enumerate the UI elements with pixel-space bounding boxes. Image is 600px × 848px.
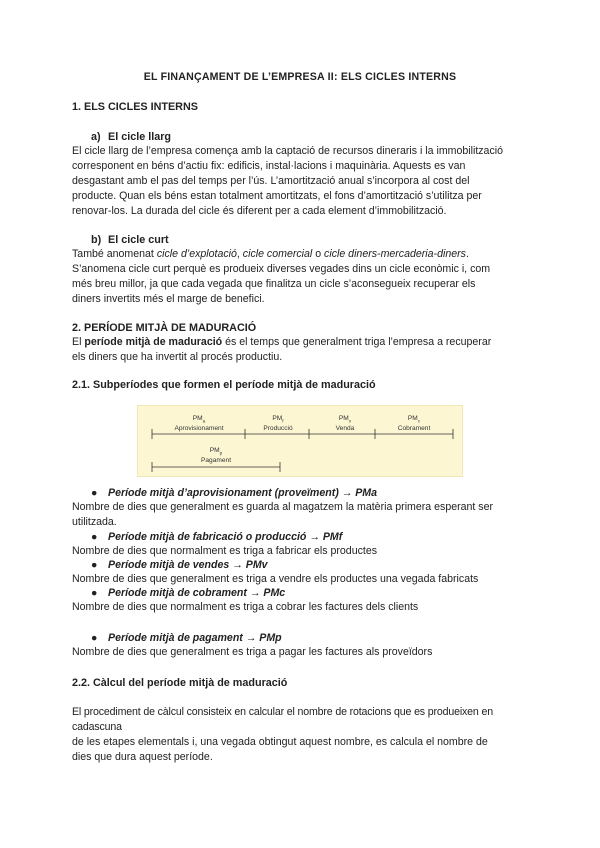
text-line: El cicle llarg de l’empresa comença amb la captació de recursos dineraris i la immobilització bbox=[72, 144, 503, 157]
pm-symbol: $PM_f$ bbox=[272, 415, 284, 424]
section-2-text bbox=[72, 335, 534, 365]
bullet-cobrament bbox=[91, 586, 285, 601]
section-2-2-heading: 2.2. Càlcul del període mitjà de maduració bbox=[72, 677, 288, 689]
section-1-heading: 1. ELS CICLES INTERNS bbox=[72, 101, 198, 113]
bullet-heading: Període mitjà de vendes → PMv bbox=[108, 559, 268, 571]
subsection-b-text bbox=[72, 247, 534, 307]
pm-symbol: $PM_c$ bbox=[407, 415, 421, 424]
section-2-1-heading: 2.1. Subperíodes que formen el període mitjà de maduració bbox=[72, 379, 376, 391]
text-line: Nombre de dies que generalment es triga a vendre els productes una vegada fabricats bbox=[72, 573, 479, 585]
label-text: Venda bbox=[335, 425, 355, 433]
bullet-description bbox=[72, 645, 534, 660]
subsection-b-marker: b) bbox=[91, 234, 102, 246]
text-run: També anomenat bbox=[72, 247, 157, 260]
text-line: Nombre de dies que generalment es triga a pagar les factures als proveïdors bbox=[72, 646, 433, 658]
bullet-icon: ● bbox=[91, 559, 98, 571]
pm-symbol: $PM_v$ bbox=[338, 415, 352, 424]
bullet-description bbox=[72, 600, 534, 615]
subsection-a-title: El cicle llarg bbox=[108, 131, 172, 143]
bullet-icon: ● bbox=[91, 632, 98, 644]
bullet-heading: Període mitjà de fabricació o producció → PMf bbox=[108, 531, 343, 543]
page-title: EL FINANÇAMENT DE L’EMPRESA II: ELS CICLES INTERNS bbox=[143, 71, 457, 83]
text-line: més breu millor, ja que cada vegada que finalitza un cicle s’aconsegueix recuperar els bbox=[72, 277, 476, 290]
text-line: El procediment de càlcul consisteix en calcular el nombre de rotacions que es produeixen en cadascuna bbox=[72, 706, 493, 733]
bullet-pagament bbox=[91, 631, 282, 646]
text-line bbox=[72, 247, 534, 262]
label-text: Producció bbox=[263, 425, 293, 433]
text-run: . bbox=[465, 247, 469, 260]
text-run: , bbox=[236, 247, 243, 260]
bullet-vendes bbox=[91, 558, 268, 573]
bullet-heading: Període mitjà de pagament → PMp bbox=[108, 632, 282, 644]
pm-symbol: $PM_a$ bbox=[192, 415, 206, 424]
text-line: els diners que ha invertit al procés productiu. bbox=[72, 351, 283, 363]
text-line: S’anomena cicle curt perquè es produeix diverses vegades dins un cicle econòmic i, com bbox=[72, 262, 491, 275]
text-run: El bbox=[72, 336, 85, 348]
bullet-fabricacio bbox=[91, 530, 342, 545]
text-line: diners invertits més el marge de benefici. bbox=[72, 292, 265, 305]
text-line: dies que dura aquest període. bbox=[72, 751, 213, 763]
bullet-icon: ● bbox=[91, 587, 98, 599]
pm-symbol: $PM_p$ bbox=[209, 447, 223, 456]
subsection-a-text bbox=[72, 144, 534, 219]
section-2-2-text bbox=[72, 705, 542, 765]
text-line: utilitzada. bbox=[72, 516, 117, 528]
subsection-a-marker: a) bbox=[91, 131, 101, 143]
text-run: o bbox=[312, 247, 325, 260]
text-run: és el temps que generalment triga l’empresa a recuperar bbox=[222, 336, 492, 348]
bold-term: període mitjà de maduració bbox=[84, 336, 223, 348]
italic-term: cicle comercial bbox=[242, 247, 313, 260]
bullet-aprovisionament bbox=[91, 486, 377, 501]
bullet-description bbox=[72, 572, 534, 587]
text-line: Nombre de dies que normalment es triga a cobrar les factures dels clients bbox=[72, 601, 419, 613]
label-text: Aprovisionament bbox=[174, 425, 224, 433]
subsection-b-title: El cicle curt bbox=[108, 234, 169, 246]
section-2-heading: 2. PERÍODE MITJÀ DE MADURACIÓ bbox=[72, 322, 257, 334]
text-line: Nombre de dies que generalment es guarda al magatzem la matèria primera esperant ser bbox=[72, 501, 494, 513]
diagram-label-cobrament bbox=[388, 415, 440, 433]
italic-term: cicle diners-mercaderia-diners bbox=[324, 247, 466, 260]
text-line bbox=[72, 335, 534, 350]
maturation-period-diagram bbox=[137, 405, 463, 477]
diagram-label-pagament bbox=[190, 447, 242, 465]
text-line: Nombre de dies que normalment es triga a fabricar els productes bbox=[72, 545, 378, 557]
label-text: Cobrament bbox=[397, 425, 431, 433]
text-line: corresponent en béns d’actiu fix: edificis, instal·lacions i maquinària. Aquests es van bbox=[72, 159, 466, 172]
bullet-icon: ● bbox=[91, 531, 98, 543]
bullet-description bbox=[72, 500, 534, 530]
diagram-label-produccio bbox=[254, 415, 302, 433]
text-line: producte. Quan els béns estan totalment amortitzats, el fons d’amortització s’utilitza per bbox=[72, 189, 482, 202]
text-line: renovar-los. La durada del cicle és diferent per a cada element d’immobilització. bbox=[72, 204, 447, 217]
italic-term: cicle d’explotació bbox=[156, 247, 237, 260]
label-text: Pagament bbox=[200, 457, 232, 465]
diagram-label-aprovisionament bbox=[168, 415, 230, 433]
bullet-icon: ● bbox=[91, 487, 98, 499]
bullet-heading: Període mitjà de cobrament → PMc bbox=[108, 587, 286, 599]
bullet-heading: Període mitjà d’aprovisionament (proveïment) → PMa bbox=[108, 487, 378, 499]
text-line: de les etapes elementals i, una vegada obtingut aquest nombre, es calcula el nombre de bbox=[72, 736, 488, 748]
bullet-description bbox=[72, 544, 534, 559]
text-line: desgastant amb el pas del temps per l’ús. L’amortització anual s’incorpora al cost del bbox=[72, 174, 470, 187]
diagram-label-venda bbox=[325, 415, 365, 433]
